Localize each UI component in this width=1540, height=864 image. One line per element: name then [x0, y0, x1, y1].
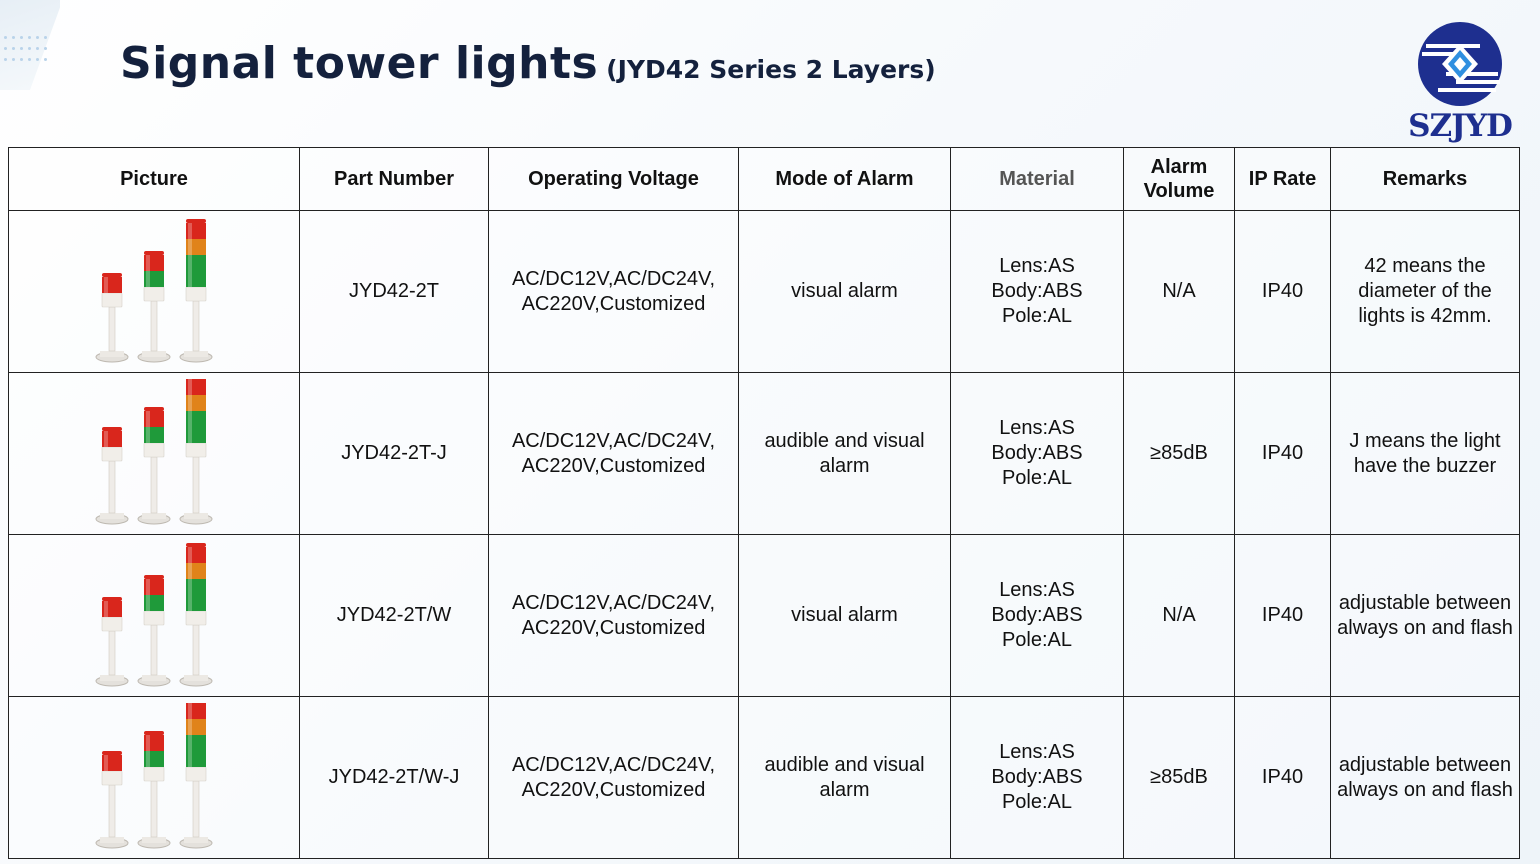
remarks-cell — [1331, 254, 1519, 329]
product-table — [8, 147, 1520, 859]
material-cell-line: Body:ABS — [991, 766, 1083, 788]
mode-cell-wrap — [739, 211, 951, 373]
signal-tower-icon — [72, 541, 236, 691]
mode-cell-line: audible and visual — [764, 429, 925, 452]
mode-cell — [739, 429, 950, 479]
voltage-cell-line: AC/DC12V,AC/DC24V, — [511, 591, 716, 614]
table-header-row — [9, 148, 1520, 211]
picture-cell — [9, 211, 300, 373]
voltage-cell-line: AC220V,Customized — [521, 778, 706, 801]
ip-rate-cell: IP40 — [1235, 535, 1331, 697]
remarks-cell-line: 42 means the — [1364, 255, 1486, 277]
corner-decoration — [0, 0, 60, 90]
remarks-cell-line: always on and flash — [1337, 616, 1513, 639]
picture-cell — [9, 697, 300, 859]
mode-cell-line: visual alarm — [791, 604, 898, 626]
header-mode-of-alarm: Mode of Alarm — [739, 148, 951, 211]
voltage-cell-wrap — [489, 211, 739, 373]
voltage-cell — [489, 591, 738, 641]
alarm-volume-cell: N/A — [1124, 535, 1235, 697]
alarm-volume-cell: N/A — [1124, 211, 1235, 373]
voltage-cell-line: AC220V,Customized — [521, 454, 706, 477]
table-row — [9, 697, 1520, 859]
material-cell-line: Pole:AL — [1001, 305, 1073, 327]
remarks-cell — [1331, 591, 1519, 641]
mode-cell — [739, 279, 950, 304]
voltage-cell-wrap — [489, 373, 739, 535]
material-cell — [951, 578, 1123, 653]
ip-rate-cell: IP40 — [1235, 211, 1331, 373]
material-cell-line: Body:ABS — [991, 442, 1083, 464]
part-number-cell: JYD42-2T/W-J — [300, 697, 489, 859]
voltage-cell — [489, 267, 738, 317]
voltage-cell — [489, 429, 738, 479]
material-cell-wrap — [951, 211, 1124, 373]
remarks-cell — [1331, 753, 1519, 803]
mode-cell-line: audible and visual — [764, 753, 925, 776]
material-cell-wrap — [951, 697, 1124, 859]
voltage-cell-wrap — [489, 535, 739, 697]
material-cell-line: Lens:AS — [999, 417, 1075, 439]
mode-cell-line: visual alarm — [791, 280, 898, 302]
mode-cell-line: alarm — [819, 454, 870, 477]
remarks-cell-wrap — [1331, 697, 1520, 859]
material-cell — [951, 416, 1123, 491]
remarks-cell-wrap — [1331, 535, 1520, 697]
material-cell-line: Body:ABS — [991, 604, 1083, 626]
mode-cell-wrap — [739, 697, 951, 859]
ip-rate-cell: IP40 — [1235, 373, 1331, 535]
mode-cell-line: alarm — [819, 778, 870, 801]
remarks-cell-line: J means the light — [1349, 429, 1501, 452]
header-remarks: Remarks — [1331, 148, 1520, 211]
alarm-volume-cell: ≥85dB — [1124, 373, 1235, 535]
signal-tower-icon — [72, 379, 236, 529]
dot-pattern — [4, 36, 52, 61]
header-material: Material — [951, 148, 1124, 211]
header-alarm-volume: Alarm Volume — [1124, 148, 1235, 211]
voltage-cell-line: AC220V,Customized — [521, 616, 706, 639]
part-number-cell: JYD42-2T-J — [300, 373, 489, 535]
material-cell — [951, 740, 1123, 815]
voltage-cell-line: AC220V,Customized — [521, 292, 706, 315]
picture-cell — [9, 373, 300, 535]
voltage-cell-line: AC/DC12V,AC/DC24V, — [511, 429, 716, 452]
voltage-cell-wrap — [489, 697, 739, 859]
company-logo — [1398, 18, 1522, 144]
remarks-cell-line: adjustable between — [1338, 591, 1512, 614]
page-title-sub: (JYD42 Series 2 Layers) — [606, 55, 936, 84]
material-cell-wrap — [951, 535, 1124, 697]
mode-cell — [739, 603, 950, 628]
material-cell-line: Pole:AL — [1001, 791, 1073, 813]
material-cell — [951, 254, 1123, 329]
header-ip-rate: IP Rate — [1235, 148, 1331, 211]
alarm-volume-cell: ≥85dB — [1124, 697, 1235, 859]
page-title — [120, 38, 936, 89]
remarks-cell-line: have the buzzer — [1353, 454, 1497, 477]
material-cell-line: Lens:AS — [999, 741, 1075, 763]
header-picture: Picture — [9, 148, 300, 211]
table-row — [9, 211, 1520, 373]
header-part-number: Part Number — [300, 148, 489, 211]
mode-cell-wrap — [739, 535, 951, 697]
table-row — [9, 373, 1520, 535]
material-cell-line: Pole:AL — [1001, 629, 1073, 651]
remarks-cell-line: adjustable between — [1338, 753, 1512, 776]
remarks-cell-line: diameter of the — [1358, 280, 1492, 302]
page-title-main: Signal tower lights — [120, 38, 599, 89]
mode-cell — [739, 753, 950, 803]
part-number-cell: JYD42-2T — [300, 211, 489, 373]
signal-tower-icon — [72, 217, 236, 367]
header-operating-voltage: Operating Voltage — [489, 148, 739, 211]
ip-rate-cell: IP40 — [1235, 697, 1331, 859]
remarks-cell — [1331, 429, 1519, 479]
picture-cell — [9, 535, 300, 697]
material-cell-line: Lens:AS — [999, 579, 1075, 601]
remarks-cell-line: lights is 42mm. — [1358, 305, 1492, 327]
material-cell-wrap — [951, 373, 1124, 535]
remarks-cell-line: always on and flash — [1337, 778, 1513, 801]
voltage-cell-line: AC/DC12V,AC/DC24V, — [511, 753, 716, 776]
logo-emblem-icon — [1398, 18, 1522, 110]
table-row — [9, 535, 1520, 697]
signal-tower-icon — [72, 703, 236, 853]
part-number-cell: JYD42-2T/W — [300, 535, 489, 697]
remarks-cell-wrap — [1331, 211, 1520, 373]
logo-text: SZJYD — [1408, 108, 1512, 144]
material-cell-line: Pole:AL — [1001, 467, 1073, 489]
voltage-cell-line: AC/DC12V,AC/DC24V, — [511, 267, 716, 290]
mode-cell-wrap — [739, 373, 951, 535]
voltage-cell — [489, 753, 738, 803]
material-cell-line: Body:ABS — [991, 280, 1083, 302]
remarks-cell-wrap — [1331, 373, 1520, 535]
material-cell-line: Lens:AS — [999, 255, 1075, 277]
